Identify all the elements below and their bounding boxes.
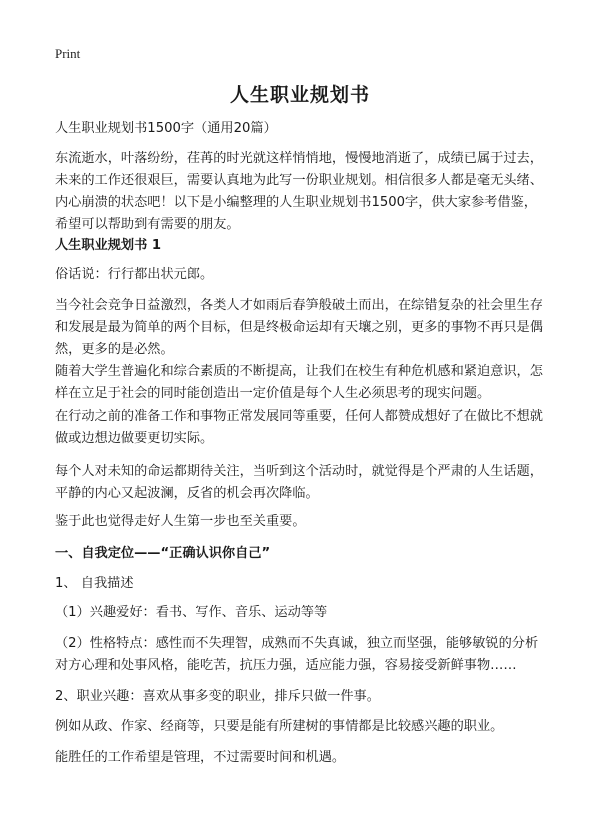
subtitle: 人生职业规划书1500字（通用20篇） <box>55 121 277 136</box>
section-heading: 一、自我定位——“正确认识你自己” <box>55 546 271 561</box>
page-title: 人生职业规划书 <box>229 84 370 106</box>
paragraph: 当今社会竞争日益激烈，各类人才如雨后春笋般破土而出，在综错复杂的社会里生存和发展是最为简单的两个目标，但是终极命运却有天壤之别，更多的事物不再只是偶然，更多的是必然。 <box>55 298 543 357</box>
paragraph: 能胜任的工作希望是管理，不过需要时间和机遇。 <box>55 750 346 765</box>
paragraph: 俗话说：行行都出状元郎。 <box>55 267 214 282</box>
list-item: （1）兴趣爱好：看书、写作、音乐、运动等等 <box>55 605 328 620</box>
list-item: 2、职业兴趣：喜欢从事多变的职业，排斥只做一件事。 <box>55 689 380 704</box>
paragraph: 在行动之前的准备工作和事物正常发展同等重要，任何人都赞成想好了在做比不想就做或边想边做要更切实际。 <box>55 409 543 446</box>
print-link[interactable]: Print <box>55 46 81 61</box>
paragraph: 鉴于此也觉得走好人生第一步也至关重要。 <box>55 514 306 529</box>
paragraph: 随着大学生普遍化和综合素质的不断提高，让我们在校生有种危机感和紧迫意识，怎样在立足于社会的同时能创造出一定价值是每个人生必须思考的现实问题。 <box>55 364 543 401</box>
paragraph: 例如从政、作家、经商等，只要是能有所建树的事情都是比较感兴趣的职业。 <box>55 719 504 734</box>
list-item: 1、 自我描述 <box>55 576 134 591</box>
list-item: （2）性格特点：感性而不失理智，成熟而不失真诚，独立而坚强，能够敏锐的分析对方心理和处事风格，能吃苦，抗压力强，适应能力强，容易接受新鲜事物…… <box>55 636 539 673</box>
section-heading: 人生职业规划书 1 <box>55 238 162 253</box>
paragraph: 每个人对未知的命运都期待关注，当听到这个活动时，就觉得是个严肃的人生话题，平静的内心又起波澜，反省的机会再次降临。 <box>55 464 543 501</box>
intro-paragraph: 东流逝水，叶落纷纷，荏苒的时光就这样悄悄地，慢慢地消逝了，成绩已属于过去，未来的工作还很艰巨，需要认真地为此写一份职业规划。相信很多人都是毫无头绪、内心崩溃的状态吧！以下是小编整理的人生职业规划书1500字，供大家参考借鉴，希望可以帮助到有需要的朋友。 <box>55 151 543 232</box>
